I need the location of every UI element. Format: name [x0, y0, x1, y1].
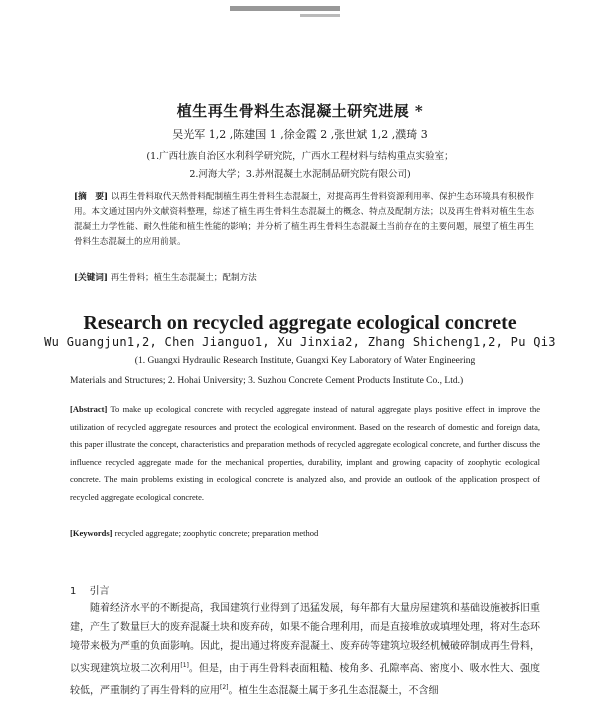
scan-artifact	[300, 14, 340, 17]
paragraph-text: 随着经济水平的不断提高，我国建筑行业得到了迅猛发展，每年都有大量房屋建筑和基础设施被拆旧重建，产生了数量巨大的废弃混凝土块和废弃砖，如果不能合理利用，而是直接堆放或填埋处理，将对生态环境带来极为严重的负面影响。因此，提出通过将废弃混凝土、废弃砖等建筑垃圾经机械破碎制成再生骨料，以实现建筑垃圾二次利用	[70, 603, 540, 675]
english-abstract-label: [Abstract]	[70, 404, 108, 414]
chinese-authors: 吴光军 1,2 ,陈建国 1 ,徐金霞 2 ,张世斌 1,2 ,濮琦 3	[172, 128, 428, 141]
chinese-keywords-text: 再生骨料；植生生态混凝土；配制方法	[110, 273, 257, 283]
english-keywords	[70, 528, 540, 538]
chinese-title: 植生再生骨料生态混凝土研究进展 *	[176, 102, 424, 120]
english-authors: Wu Guangjun1,2, Chen Jianguo1, Xu Jinxia2, Zhang Shicheng1,2, Pu Qi3	[44, 335, 556, 349]
english-abstract-text: To make up ecological concrete with recycled aggregate instead of natural aggregate plays positive effect in improve the utilization of recycled aggregate resources and protect the ecological environment. Based on the research of domestic and foreign data, this paper illustrate the concept, characteristics and preparation methods of recycled aggregate ecological concrete, and further discuss the influence recycled aggregate made for the mechanical properties, durability, implant and growing capacity of zoophytic ecological concrete. The main problems existing in ecological concrete is analyzed also, and provide an outlook of the application prospect of recycled aggregate ecological concrete.	[70, 404, 540, 502]
citation: [1]	[180, 662, 189, 669]
english-affiliation-line1: (1. Guangxi Hydraulic Research Institute, Guangxi Key Laboratory of Water Engineering	[134, 356, 476, 366]
section-heading	[70, 582, 110, 597]
chinese-abstract-label: [摘 要]	[74, 192, 109, 202]
chinese-keywords-label: [关键词]	[74, 273, 108, 283]
introduction-paragraph	[70, 599, 540, 701]
chinese-abstract	[74, 190, 534, 250]
scan-artifact	[230, 6, 340, 11]
chinese-affiliation-line2: 2.河海大学；3.苏州混凝土水泥制品研究院有限公司)	[189, 169, 411, 180]
english-abstract	[70, 401, 540, 506]
paragraph-text: 。但是，由于再生骨料表面粗糙、棱角多、孔隙率高、密度小、吸水性大、强度较低，严重制约了再生骨料的应用	[70, 663, 541, 697]
english-affiliation-line2: Materials and Structures; 2. Hohai University; 3. Suzhou Concrete Cement Products Institute Co., Ltd.)	[70, 376, 464, 386]
section-title: 引言	[89, 586, 110, 597]
paragraph-text: 。植生生态混凝土属于多孔生态混凝土，不含细	[228, 685, 439, 697]
english-keywords-label: [Keywords]	[70, 528, 113, 538]
chinese-affiliation-line1: (1.广西壮族自治区水利科学研究院，广西水工程材料与结构重点实验室；	[146, 151, 454, 162]
english-title: Research on recycled aggregate ecological concrete	[83, 312, 517, 334]
section-number: 1	[70, 586, 77, 597]
english-keywords-text: recycled aggregate; zoophytic concrete; preparation method	[114, 528, 319, 538]
chinese-keywords	[74, 271, 534, 283]
chinese-abstract-text: 以再生骨料取代天然骨料配制植生再生骨料生态混凝土，对提高再生骨料资源利用率、保护生态环境具有积极作用。本文通过国内外文献资料整理，综述了植生再生骨料生态混凝土的概念、特点及配制方法；以及再生骨料对植生生态混凝土力学性能、耐久性能和植生性能的影响；并分析了植生再生骨料生态混凝土当前存在的主要问题，展望了植生再生骨料生态混凝土的应用前景。	[74, 192, 534, 247]
citation: [2]	[220, 684, 229, 692]
